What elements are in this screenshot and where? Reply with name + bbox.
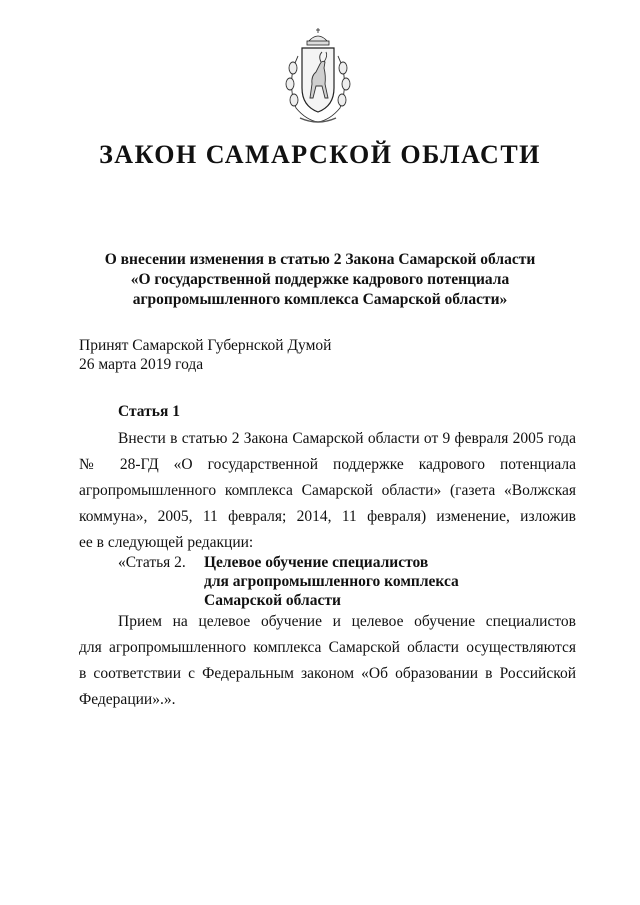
quoted-article-title [204,553,459,610]
quoted-article-title-line: для агропромышленного комплекса [204,573,459,590]
adopted-by: Принят Самарской Губернской Думой [79,337,332,354]
paragraph-line: Прием на целевое обучение и целевое обучение специалистов [118,613,576,630]
paragraph-line: коммуна», 2005, 11 февраля; 2014, 11 февраля) изменение, изложив [79,508,576,525]
quoted-article-title-line: Целевое обучение специалистов [204,554,429,571]
adoption-info [79,336,331,374]
law-subject-line: агропромышленного комплекса Самарской области» [132,291,508,308]
law-subject-line: «О государственной поддержке кадрового потенциала [130,271,510,288]
adoption-date: 26 марта 2019 года [79,356,204,373]
paragraph-line: № 28-ГД «О государственной поддержке кадрового потенциала [79,456,576,473]
law-subject [80,250,560,310]
article-heading: Статья 1 [118,403,180,420]
paragraph-line: Внести в статью 2 Закона Самарской области от 9 февраля 2005 года [118,430,576,447]
quoted-article-title-line: Самарской области [204,592,341,609]
coat-of-arms-emblem [278,26,358,126]
law-title: ЗАКОН САМАРСКОЙ ОБЛАСТИ [99,140,541,169]
quoted-article-paragraph [79,609,576,713]
paragraph-line: для агропромышленного комплекса Самарской области осуществляются [79,639,576,656]
paragraph-line: Федерации».». [79,691,176,708]
paragraph-line: агропромышленного комплекса Самарской области» (газета «Волжская [79,482,576,499]
law-subject-line: О внесении изменения в статью 2 Закона Самарской области [104,251,536,268]
paragraph-line: ее в следующей редакции: [79,534,254,551]
article-paragraph [79,426,576,556]
paragraph-line: в соответствии с Федеральным законом «Об образовании в Российской [79,665,576,682]
quoted-article-number: «Статья 2. [118,554,186,571]
